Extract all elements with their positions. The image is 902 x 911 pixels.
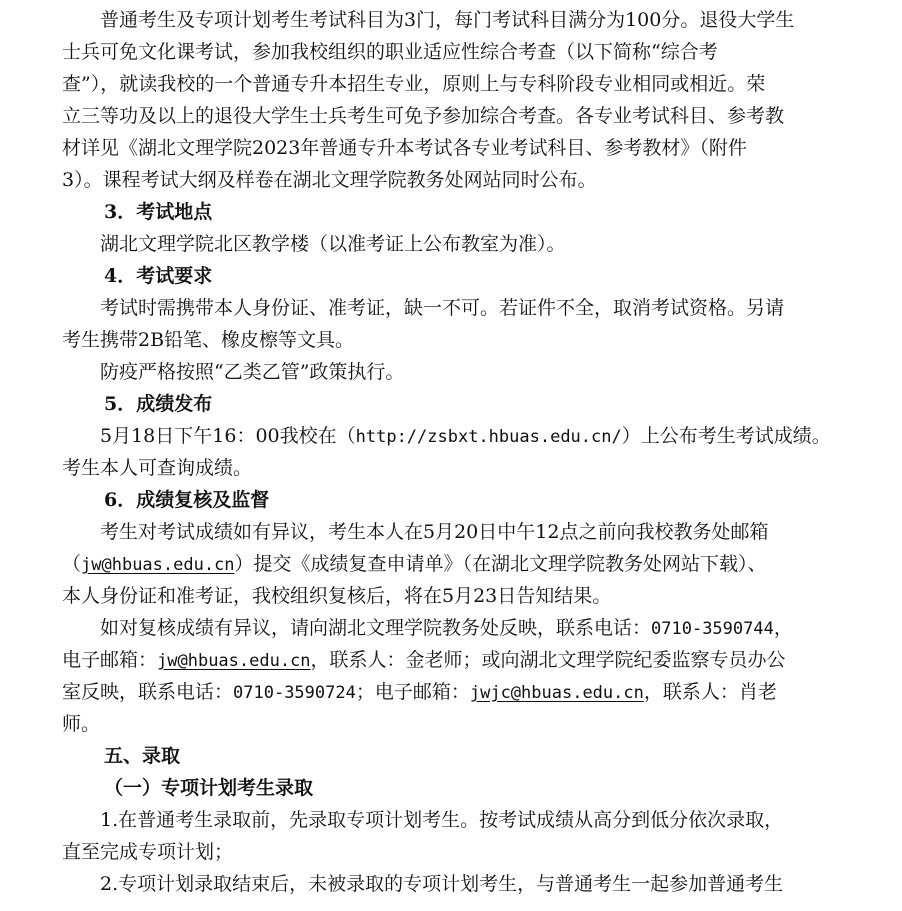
section-3-heading: 3．考试地点 bbox=[104, 201, 213, 223]
section-6-para2-line-3-mid: ；电子邮箱： bbox=[355, 681, 470, 703]
section-4-line-2: 考生携带2B铅笔、橡皮檫等文具。 bbox=[62, 329, 355, 351]
section-6-line-3: 本人身份证和准考证，我校组织复核后，将在5月23日告知结果。 bbox=[62, 585, 612, 607]
intro-line-5: 材详见《湖北文理学院2023年普通专升本考试各专业考试科目、参考教材》（附件 bbox=[62, 137, 747, 159]
section-4-line-3: 防疫严格按照“乙类乙管”政策执行。 bbox=[100, 361, 405, 383]
section-4-heading: 4．考试要求 bbox=[104, 265, 213, 287]
item-1-line-1: 1.在普通考生录取前，先录取专项计划考生。按考试成绩从高分到低分依次录取， bbox=[100, 809, 784, 831]
section-6-para2-line-1-end: ， bbox=[773, 617, 793, 639]
section-6-para2-line-3 bbox=[62, 680, 777, 704]
section-5-heading: 5．成绩发布 bbox=[104, 393, 213, 415]
section-6-para2-line-1 bbox=[100, 616, 793, 640]
section-3-line-1: 湖北文理学院北区教学楼（以准考证上公布教室为准）。 bbox=[100, 233, 566, 255]
section-5-line-1-start: 5月18日下午16：00我校在（ bbox=[100, 425, 356, 447]
section-5-line-2: 考生本人可查询成绩。 bbox=[62, 457, 253, 479]
email-link-jwjc[interactable]: jwjc@hbuas.edu.cn bbox=[469, 683, 644, 703]
phone-number-1: 0710-3590744 bbox=[651, 619, 774, 639]
section-6-para2-line-2-end: ，联系人：金老师；或向湖北文理学院纪委监察专员办公 bbox=[310, 649, 786, 671]
section-6-para2-line-2-start: 电子邮箱： bbox=[62, 649, 158, 671]
section-6-line-2-end: ）提交《成绩复查申请单》（在湖北文理学院教务处网站下载）、 bbox=[234, 553, 767, 575]
section-6-para2-line-1-start: 如对复核成绩有异议，请向湖北文理学院教务处反映，联系电话： bbox=[100, 617, 652, 639]
intro-line-1: 普通考生及专项计划考生考试科目为3门，每门考试科目满分为100分。退役大学生 bbox=[100, 9, 795, 31]
email-link-jw[interactable]: jw@hbuas.edu.cn bbox=[81, 555, 235, 575]
item-2-line-1: 2.专项计划录取结束后，未被录取的专项计划考生，与普通考生一起参加普通考生 bbox=[100, 873, 784, 895]
phone-number-2: 0710-3590724 bbox=[233, 683, 356, 703]
intro-line-3: 查”），就读我校的一个普通专升本招生专业，原则上与专科阶段专业相同或相近。荣 bbox=[62, 73, 766, 95]
section-4-line-1: 考试时需携带本人身份证、准考证，缺一不可。若证件不全，取消考试资格。另请 bbox=[100, 297, 785, 319]
email-link-jw-2[interactable]: jw@hbuas.edu.cn bbox=[157, 651, 311, 671]
section-6-para2-line-4: 师。 bbox=[62, 713, 101, 735]
section-6-para2-line-3-end: ，联系人：肖老 bbox=[643, 681, 777, 703]
section-6-line-1: 考生对考试成绩如有异议，考生本人在5月20日中午12点之前向我校教务处邮箱 bbox=[100, 521, 769, 543]
section-6-para2-line-2 bbox=[62, 648, 786, 672]
intro-line-4: 立三等功及以上的退役大学生士兵考生可免予参加综合考查。各专业考试科目、参考教 bbox=[62, 105, 785, 127]
item-1-line-2: 直至完成专项计划； bbox=[62, 841, 234, 863]
section-5-line-1 bbox=[100, 424, 831, 448]
section-6-line-2 bbox=[62, 552, 767, 576]
subsection-1-heading: （一）专项计划考生录取 bbox=[104, 777, 314, 799]
intro-line-6: 3）。课程考试大纲及样卷在湖北文理学院教务处网站同时公布。 bbox=[62, 169, 597, 191]
section-6-para2-line-3-start: 室反映，联系电话： bbox=[62, 681, 234, 703]
section-6-line-2-start: （ bbox=[62, 553, 82, 575]
intro-line-2: 士兵可免文化课考试，参加我校组织的职业适应性综合考查（以下简称“综合考 bbox=[62, 41, 718, 63]
section-6-heading: 6．成绩复核及监督 bbox=[104, 489, 270, 511]
results-url-link[interactable]: http://zsbxt.hbuas.edu.cn/ bbox=[355, 427, 622, 447]
section-5-line-1-end: ）上公布考生考试成绩。 bbox=[621, 425, 831, 447]
section-five-heading: 五、录取 bbox=[104, 745, 181, 767]
